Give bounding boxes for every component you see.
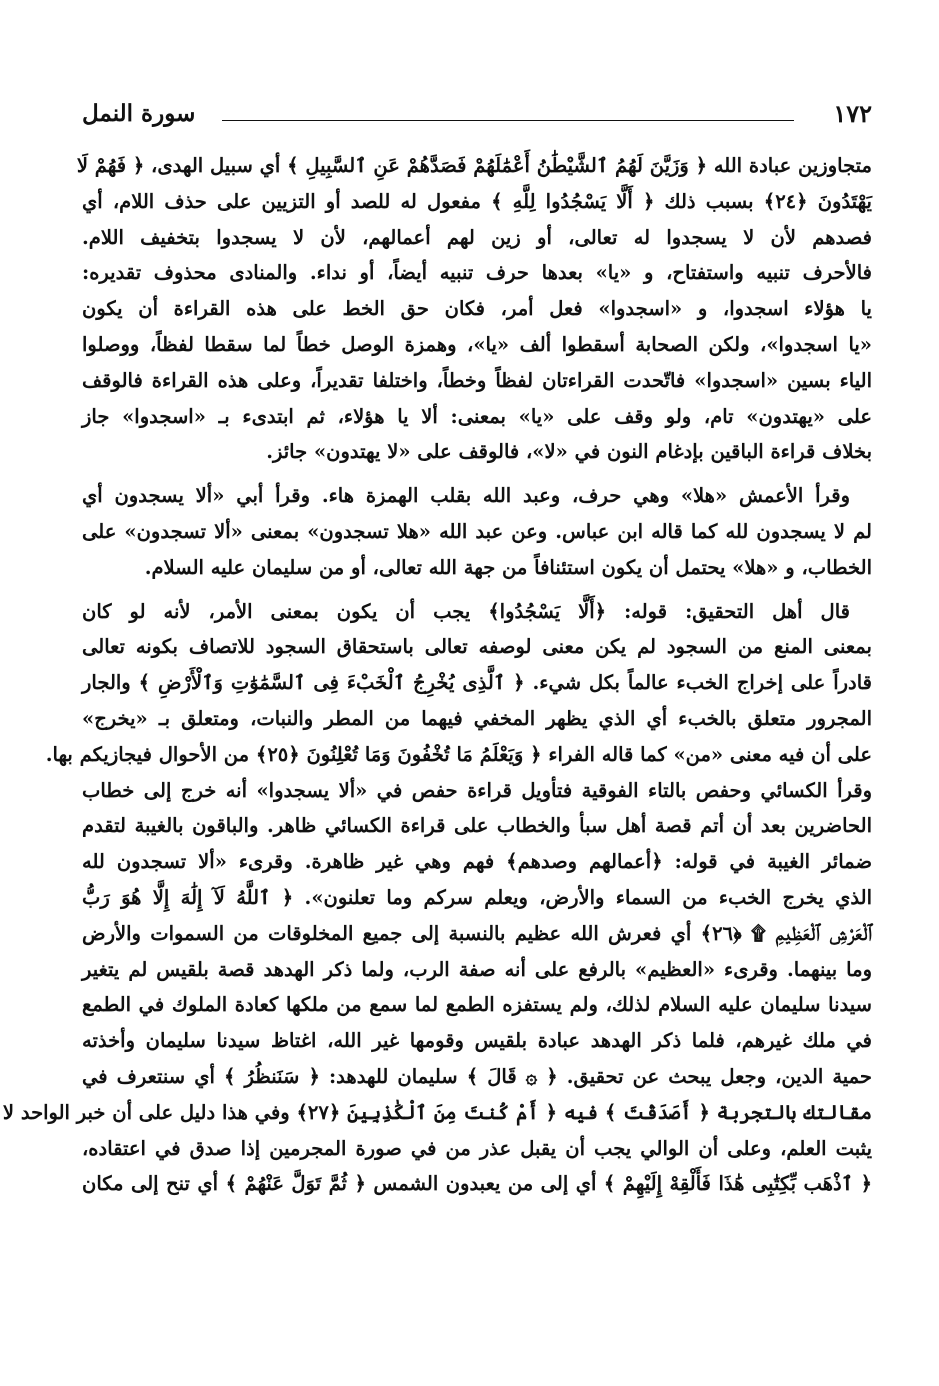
text-line: وما بينهما. وقرىء «العظيم» بالرفع على أنه صفة الرب، ولما ذكر الهدهد قصة بلقيس لم يتغير xyxy=(82,957,872,981)
text-line: الخطاب، و «هلا» يحتمل أن يكون استئنافاً من جهة الله تعالى، أو من سليمان عليه السلام. xyxy=(144,555,872,579)
page-number: ١٧٢ xyxy=(833,99,872,128)
text-line: ضمائر الغيبة في قوله: ﴿أعمالهم وصدهم﴾ فهم وهي غير ظاهرة. وقرىء «ألا تسجدون لله xyxy=(82,850,872,874)
page-body xyxy=(2,148,873,1202)
paragraph xyxy=(82,478,872,585)
text-line: على أن فيه معنى «من» كما قاله الفراء ﴿ وَيَعْلَمُ مَا تُخْفُونَ وَمَا تُعْلِنُونَ ﴿٢٥﴾ من الأحوال فيجازيكم بها. xyxy=(45,742,872,766)
text-line: وقرأ الكسائي وحفص بالتاء الفوقية فتأويل قراءة حفص في «ألا يسجدوا» أنه خرج إلى خطاب xyxy=(82,778,872,802)
text-line: في ملك غيرهم، فلما ذكر الهدهد عبادة بلقيس وقومها غير الله، اغتاظ سيدنا سليمان وأخذته xyxy=(82,1029,872,1053)
text-line: على «يهتدون» تام، ولو وقف على «يا» بمعنى: ألا يا هؤلاء، ثم ابتدىء بـ «اسجدوا» جاز xyxy=(82,404,872,428)
text-line: ﴿ ٱذْهَب بِّكِتَٰبِى هَٰذَا فَأَلْقِهْ إِلَيْهِمْ ﴾ أي إلى من يعبدون الشمس ﴿ ثُمَّ تَوَلَّ عَنْهُمْ ﴾ أي تنح إلى مكان xyxy=(82,1172,872,1196)
text-line: لم لا يسجدون لله كما قاله ابن عباس. وعن عبد الله «هلا تسجدون» بمعنى «ألا تسجدون» على xyxy=(82,519,872,543)
text-line: يَهْتَدُونَ ﴿٢٤﴾ بسبب ذلك ﴿ أَلَّا يَسْجُدُوا لِلَّهِ ﴾ مفعول له للصد أو التزيين على حذف اللام، أي xyxy=(82,189,872,213)
text-line: «يا اسجدوا»، ولكن الصحابة أسقطوا ألف «يا»، وهمزة الوصل خطاً لما سقطا لفظاً، ووصلوا xyxy=(82,332,872,356)
text-line: ٱلْعَرْشِ ٱلْعَظِيمِ ۩ ﴿٢٦﴾ أي فعرش الله عظيم بالنسبة إلى جميع المخلوقات من السموات والأرض xyxy=(82,921,873,945)
text-line: الذي يخرج الخبء من السماء والأرض، ويعلم سركم وما تعلنون». ﴿ ٱللَّهُ لَآ إِلَٰهَ إِلَّا هُوَ رَبُّ xyxy=(82,885,872,909)
text-line: يا هؤلاء اسجدوا، و «اسجدوا» فعل أمر، فكان حق الخط على هذه القراءة أن يكون xyxy=(82,297,872,321)
text-line: حمية الدين، وجعل يبحث عن تحقيق. ﴿ ۞ قَالَ ﴾ سليمان للهدهد: ﴿ سَنَنظُرُ ﴾ أي سنتعرف في xyxy=(82,1064,872,1088)
text-line: المجرور متعلق بالخبء أي الذي يظهر المخفي فيهما من المطر والنبات، ومتعلق بـ «يخرج» xyxy=(82,706,872,730)
text-line: قال أهل التحقيق: قوله: ﴿أَلَّا يَسْجُدُوا﴾ يجب أن يكون بمعنى الأمر، لأنه لو كان xyxy=(82,599,850,623)
text-line: يثبت العلم، وعلى أن الوالي يجب أن يقبل عذر من في صورة المجرمين إذا صدق في اعتقاده، xyxy=(82,1136,872,1160)
text-line: سيدنا سليمان عليه السلام لذلك، ولم يستفزه الطمع لما سمع من ملكها كعادة الملوك في الطمع xyxy=(82,993,872,1017)
header-rule xyxy=(222,120,794,121)
text-line: فالأحرف تنبيه واستفتاح، و «يا» بعدها حرف تنبيه أيضاً، أو نداء. والمنادى محذوف تقديره: xyxy=(82,261,872,285)
page-header xyxy=(82,98,872,130)
text-line: مقالتك بالتجربة ﴿ أَصَدَقْتَ ﴾ فيه ﴿ أَمْ كُنتَ مِنَ ٱلْكَٰذِبِينَ ﴿٢٧﴾ وفي هذا دليل على أن خبر الواحد لا xyxy=(2,1100,872,1124)
text-line: الياء بسين «اسجدوا» فاتّحدت القراءتان لفظاً وخطاً، واختلفا تقديراً، وعلى هذه القراءة فالوقف xyxy=(82,368,872,392)
text-line: وقرأ الأعمش «هلا» وهي حرف، وعبد الله بقلب الهمزة هاء. وقرأ أبي «ألا يسجدون أي xyxy=(82,484,850,508)
paragraph xyxy=(76,148,872,470)
text-line: قادراً على إخراج الخبء عالماً بكل شيء. ﴿ ٱلَّذِى يُخْرِجُ ٱلْخَبْءَ فِى ٱلسَّمَٰوَٰتِ وَٱلْأَرْضِ ﴾ والجار xyxy=(82,671,872,695)
surah-name: سورة النمل xyxy=(82,100,196,127)
text-line: بخلاف قراءة الباقين بإدغام النون في «لا»، فالوقف على «لا يهتدون» جائز. xyxy=(266,440,872,464)
text-line: بمعنى المنع من السجود لم يكن معنى لوصفه تعالى باستحقاق السجود للاتصاف بكونه تعالى xyxy=(82,635,872,659)
text-line: الحاضرين بعد أن أتم قصة أهل سبأ والخطاب على قراءة الكسائي ظاهر. والباقون بالغيبة لتقدم xyxy=(82,814,872,838)
text-line: متجاوزين عبادة الله ﴿ وَزَيَّنَ لَهُمُ ٱلشَّيْطَٰنُ أَعْمَٰلَهُمْ فَصَدَّهُمْ عَنِ ٱلسَّبِيلِ ﴾ أي سبيل الهدى، ﴿ فَهُمْ لَا xyxy=(76,154,872,177)
text-line: فصدهم لأن لا يسجدوا له تعالى، أو زين لهم أعمالهم، لأن لا يسجدوا بتخفيف اللام. xyxy=(82,225,872,249)
paragraph xyxy=(2,594,873,1203)
